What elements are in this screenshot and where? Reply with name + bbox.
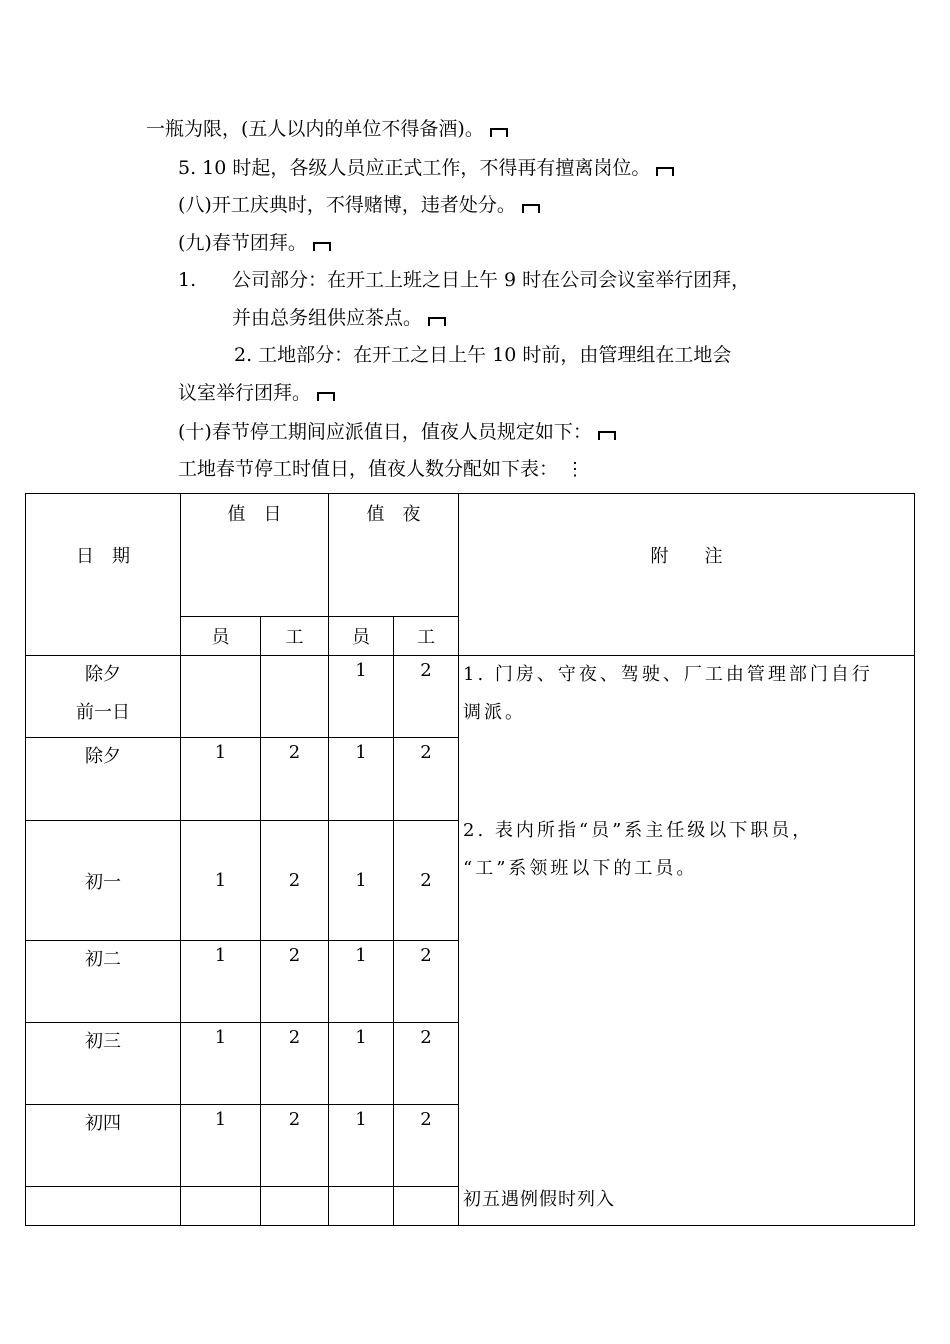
note-2	[461, 812, 917, 888]
row-date	[26, 1187, 181, 1226]
cell: 2	[261, 941, 329, 1023]
cell: 1	[329, 656, 394, 738]
paragraph-mark-icon	[598, 431, 616, 440]
paragraph-9	[178, 420, 616, 444]
cell: 2	[394, 821, 459, 941]
row-date: 初二	[26, 941, 181, 1023]
header-duty-night: 值 夜	[329, 494, 459, 617]
cell: 2	[394, 1105, 459, 1187]
cell: 2	[261, 738, 329, 821]
paragraph-8-text: 议室举行团拜。	[178, 382, 312, 404]
paragraph-8	[178, 381, 335, 405]
cell: 1	[181, 821, 261, 941]
note-1	[461, 656, 917, 732]
row-date: 除夕	[26, 738, 181, 821]
row-date-line: 除夕	[85, 664, 121, 685]
cell: 2	[394, 941, 459, 1023]
paragraph-1-text: 一瓶为限，(五人以内的单位不得备酒)。	[146, 118, 484, 140]
paragraph-mark-icon	[428, 317, 446, 326]
paragraph-3-text: (八)开工庆典时，不得赌博，违者处分。	[178, 194, 516, 216]
paragraph-mark-icon	[522, 204, 540, 213]
row-date: 初四	[26, 1105, 181, 1187]
note-1-line-2: 调派。	[463, 702, 526, 723]
paragraph-10-text: 工地春节停工时值日，值夜人数分配如下表：	[178, 458, 559, 480]
sub-header-staff: 员	[181, 617, 261, 656]
paragraph-5	[178, 268, 750, 292]
cell: 1	[181, 941, 261, 1023]
paragraph-10-tail: ⋮	[566, 459, 585, 480]
paragraph-mark-icon	[656, 167, 674, 176]
duty-table	[25, 493, 915, 1226]
row-date	[26, 656, 181, 738]
paragraph-3	[178, 193, 540, 217]
paragraph-mark-icon	[313, 242, 331, 251]
note-2-line-2: “工”系领班以下的工员。	[463, 858, 698, 879]
row-date-line: 前一日	[76, 702, 130, 723]
table-row	[26, 656, 915, 738]
paragraph-10	[178, 457, 584, 482]
cell: 2	[261, 821, 329, 941]
cell: 2	[394, 1023, 459, 1105]
paragraph-4-text: (九)春节团拜。	[178, 232, 307, 254]
note-2-line-1: 2. 表内所指“员”系主任级以下职员，	[463, 820, 814, 841]
header-note-text: 附 注	[650, 545, 723, 567]
row-date: 初三	[26, 1023, 181, 1105]
sub-header-worker: 工	[394, 617, 459, 656]
paragraph-2-text: 5. 10 时起，各级人员应正式工作，不得再有擅离岗位。	[178, 157, 651, 179]
paragraph-7	[234, 343, 731, 367]
paragraph-2	[178, 156, 674, 180]
cell	[329, 1187, 394, 1226]
paragraph-mark-icon	[490, 128, 508, 137]
header-date	[26, 494, 181, 656]
sub-header-worker: 工	[261, 617, 329, 656]
cell: 2	[394, 656, 459, 738]
sub-header-staff: 员	[329, 617, 394, 656]
cell: 2	[394, 738, 459, 821]
cell	[261, 1187, 329, 1226]
header-duty-day: 值 日	[181, 494, 329, 617]
paragraph-5-number: 1.	[178, 269, 197, 291]
cell	[181, 1187, 261, 1226]
row-date: 初一	[26, 821, 181, 941]
cell: 1	[329, 941, 394, 1023]
paragraph-5-text: 公司部分：在开工上班之日上午 9 时在公司会议室举行团拜，	[232, 269, 751, 291]
cell: 1	[329, 821, 394, 941]
cell: 1	[329, 1023, 394, 1105]
note-3: 初五遇例假时列入	[463, 1189, 615, 1210]
note-cell	[459, 656, 915, 1226]
cell: 1	[181, 1105, 261, 1187]
cell: 1	[181, 738, 261, 821]
cell	[261, 656, 329, 738]
paragraph-mark-icon	[317, 392, 335, 401]
cell: 1	[329, 1105, 394, 1187]
cell: 2	[261, 1023, 329, 1105]
header-note	[459, 494, 915, 656]
paragraph-1	[146, 117, 508, 141]
paragraph-7-text: 2. 工地部分：在开工之日上午 10 时前，由管理组在工地会	[234, 344, 732, 366]
paragraph-6-text: 并由总务组供应茶点。	[232, 307, 423, 329]
cell	[181, 656, 261, 738]
paragraph-6	[232, 306, 446, 330]
paragraph-4	[178, 231, 331, 255]
header-date-text: 日 期	[76, 545, 130, 567]
cell	[394, 1187, 459, 1226]
paragraph-9-text: (十)春节停工期间应派值日，值夜人员规定如下：	[178, 421, 592, 443]
cell: 1	[181, 1023, 261, 1105]
cell: 2	[261, 1105, 329, 1187]
note-1-line-1: 1. 门房、守夜、驾驶、厂工由管理部门自行	[463, 664, 873, 685]
cell: 1	[329, 738, 394, 821]
